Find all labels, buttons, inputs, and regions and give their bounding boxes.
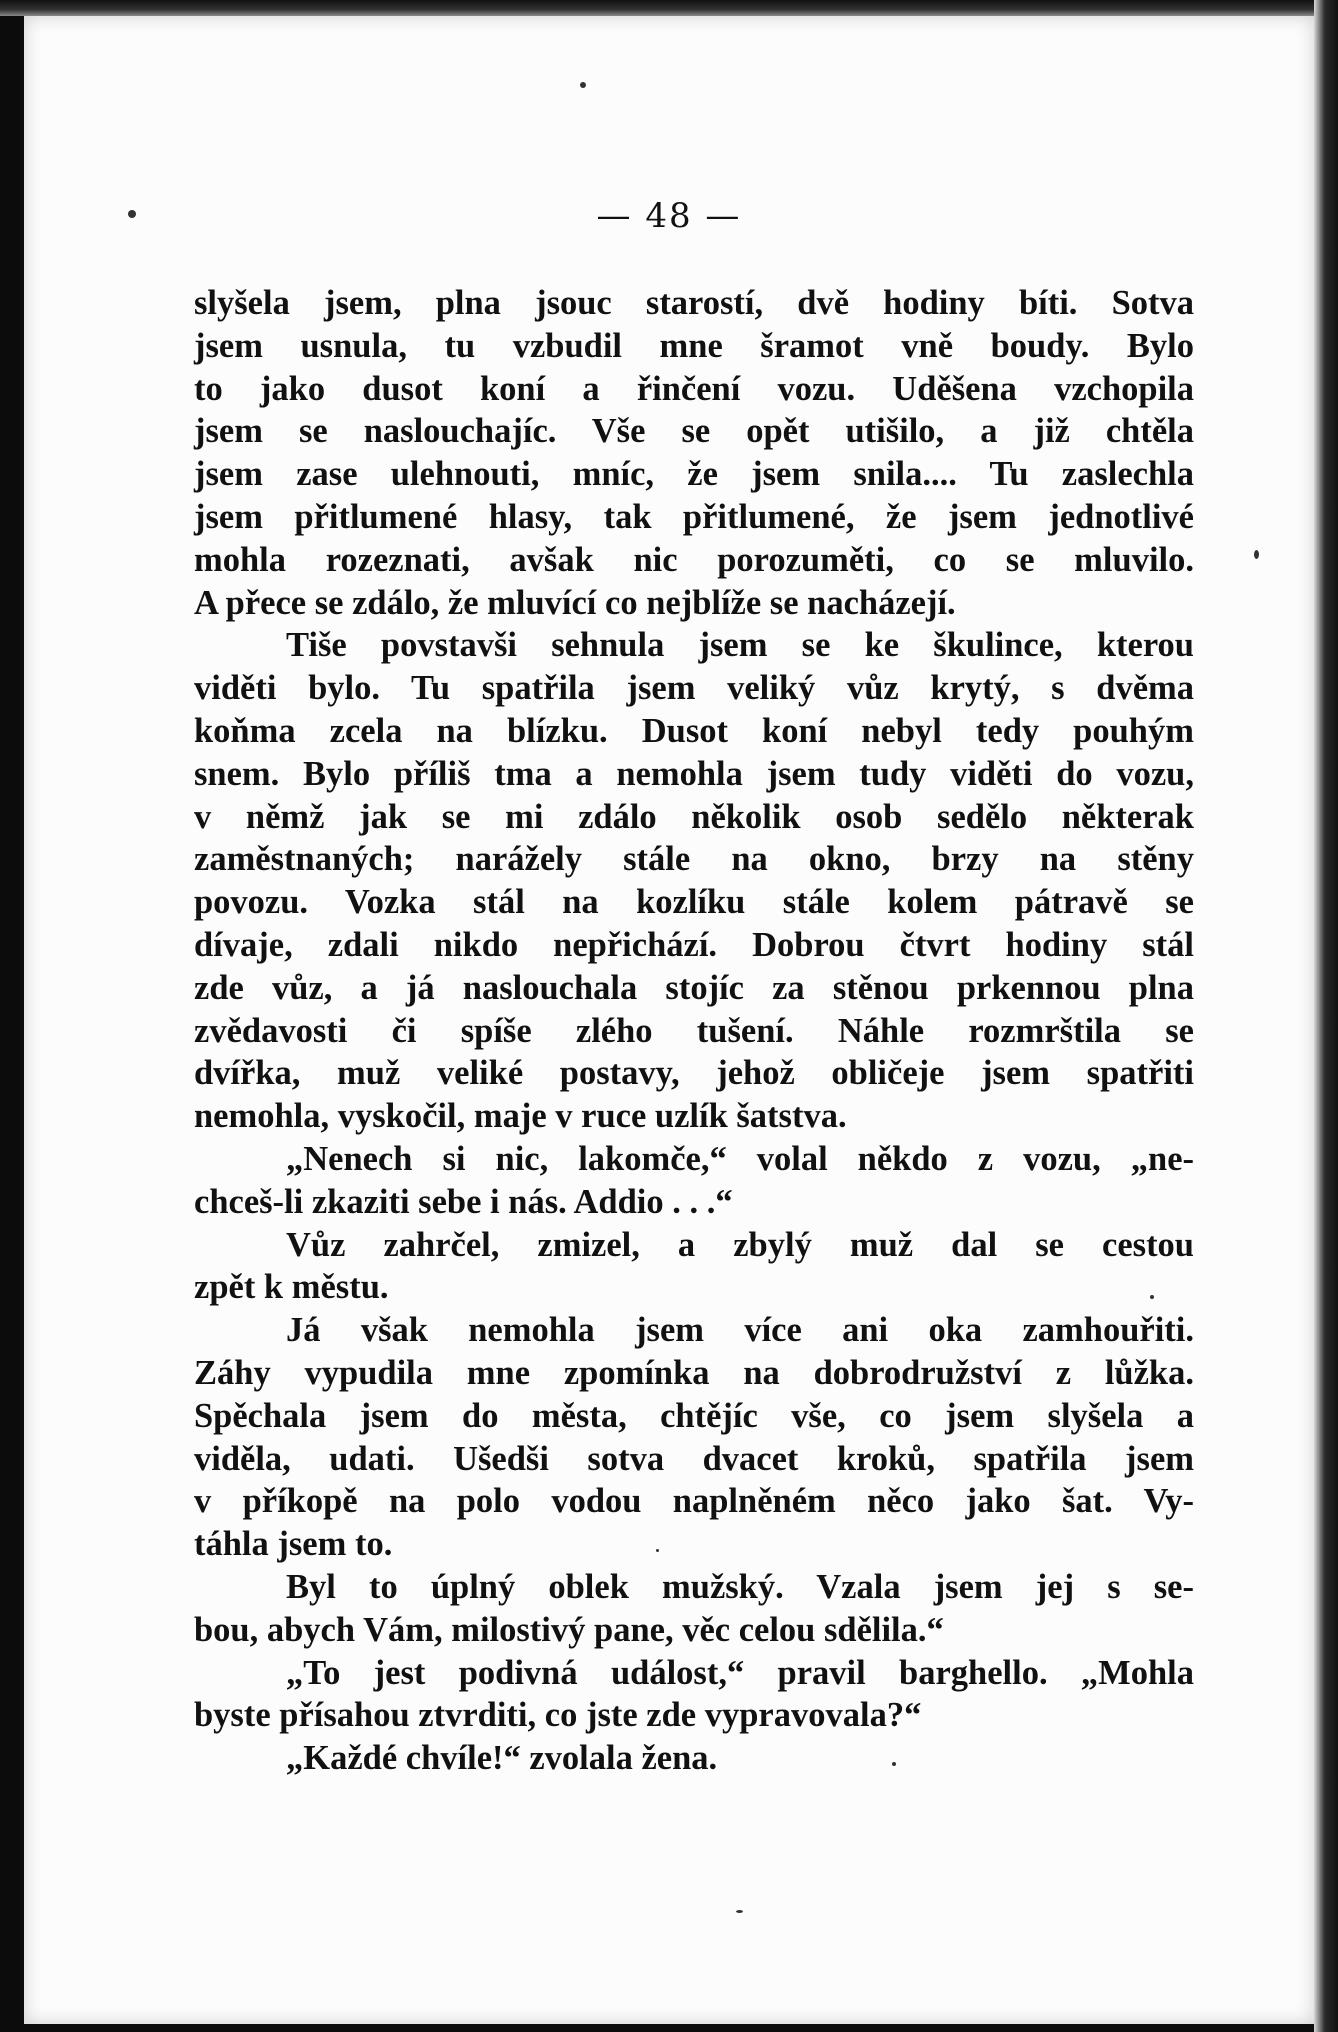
- text-line: Tiše povstavši sehnula jsem se ke škulince, kterou: [286, 626, 1194, 665]
- text-line: bou, abych Vám, milostivý pane, věc celou sdělila.“: [194, 1610, 944, 1649]
- print-speck: [1150, 1295, 1154, 1299]
- print-speck: [736, 1910, 743, 1913]
- text-line: viděti bylo. Tu spatřila jsem veliký vůz krytý, s dvěma: [194, 669, 1194, 708]
- text-line: viděla, udati. Ušedši sotva dvacet kroků, spatřila jsem: [194, 1439, 1194, 1478]
- text-line: „Každé chvíle!“ zvolala žena.: [286, 1739, 718, 1778]
- text-line: Já však nemohla jsem více ani oka zamhouřiti.: [286, 1311, 1194, 1350]
- print-speck: [1254, 550, 1259, 559]
- text-line: koňma zcela na blízku. Dusot koní nebyl tedy pouhým: [194, 711, 1194, 750]
- text-line: jsem usnula, tu vzbudil mne šramot vně boudy. Bylo: [194, 326, 1194, 365]
- text-line: dívaje, zdali nikdo nepřichází. Dobrou čtvrt hodiny stál: [194, 925, 1194, 964]
- text-line: Byl to úplný oblek mužský. Vzala jsem jej s se-: [286, 1567, 1194, 1606]
- print-speck: [892, 1762, 896, 1766]
- page-number: — 48 —: [596, 196, 742, 236]
- text-line: zvědavosti či spíše zlého tušení. Náhle rozmrštila se: [194, 1011, 1194, 1050]
- text-line: snem. Bylo příliš tma a nemohla jsem tudy viděti do vozu,: [194, 754, 1194, 793]
- text-line: zde vůz, a já naslouchala stojíc za stěnou prkennou plna: [194, 968, 1194, 1007]
- text-line: A přece se zdálo, že mluvící co nejblíže se nacházejí.: [194, 583, 956, 622]
- scan-top-edge: [0, 0, 1338, 16]
- text-line: Spěchala jsem do města, chtějíc vše, co jsem slyšela a: [194, 1396, 1194, 1435]
- print-speck: [656, 1549, 659, 1552]
- print-speck: [580, 82, 586, 88]
- text-line: mohla rozeznati, avšak nic porozuměti, co se mluvilo.: [194, 540, 1194, 579]
- print-speck: [128, 210, 136, 218]
- text-line: táhla jsem to.: [194, 1525, 393, 1564]
- text-line: jsem se naslouchajíc. Vše se opět utišilo, a již chtěla: [194, 412, 1194, 451]
- text-line: Vůz zahrčel, zmizel, a zbylý muž dal se cestou: [286, 1225, 1194, 1264]
- text-line: zpět k městu.: [194, 1268, 389, 1307]
- text-line: v němž jak se mi zdálo několik osob sedělo některak: [194, 797, 1194, 836]
- text-line: chceš-li zkaziti sebe i nás. Addio . . .“: [194, 1182, 733, 1221]
- text-line: byste přísahou ztvrditi, co jste zde vypravovala?“: [194, 1696, 922, 1735]
- text-line: jsem přitlumené hlasy, tak přitlumené, že jsem jednotlivé: [194, 497, 1194, 536]
- text-line: zaměstnaných; narážely stále na okno, brzy na stěny: [194, 840, 1194, 879]
- text-line: slyšela jsem, plna jsouc starostí, dvě hodiny bíti. Sotva: [194, 284, 1194, 322]
- text-line: povozu. Vozka stál na kozlíku stále kolem pátravě se: [194, 883, 1194, 922]
- text-line: v příkopě na polo vodou naplněném něco jako šat. Vy-: [194, 1482, 1194, 1521]
- text-line: „Nenech si nic, lakomče,“ volal někdo z vozu, „ne-: [286, 1139, 1194, 1178]
- text-line: jsem zase ulehnouti, mníc, že jsem snila.... Tu zaslechla: [194, 455, 1194, 494]
- text-line: „To jest podivná událost,“ pravil barghello. „Mohla: [286, 1653, 1194, 1692]
- text-line: dvířka, muž veliké postavy, jehož obličeje jsem spatřiti: [194, 1054, 1194, 1093]
- text-line: nemohla, vyskočil, maje v ruce uzlík šatstva.: [194, 1097, 847, 1136]
- body-text: [194, 282, 1194, 1780]
- text-line: Záhy vypudila mne zpomínka na dobrodružství z lůžka.: [194, 1353, 1194, 1392]
- text-line: to jako dusot koní a řinčení vozu. Uděšena vzchopila: [194, 369, 1194, 408]
- scan-right-edge: [1314, 0, 1338, 2032]
